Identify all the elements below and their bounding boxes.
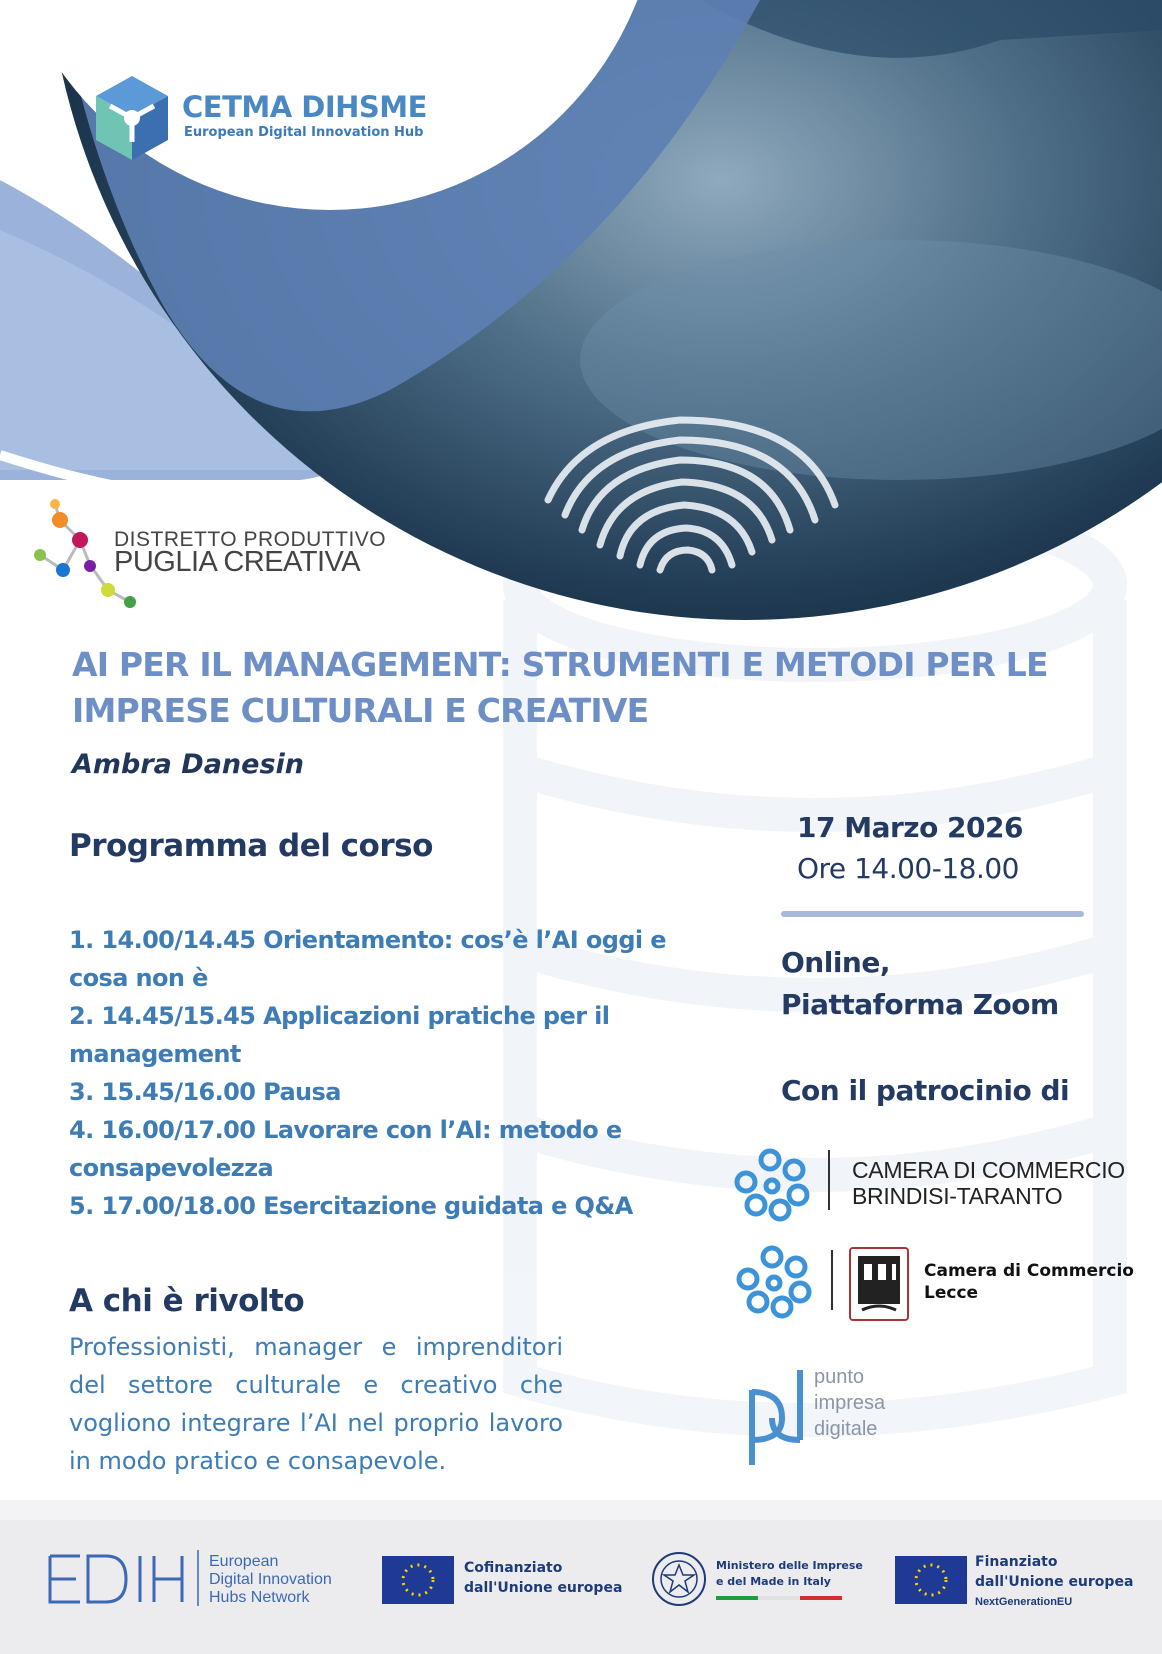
lecce-building-icon	[850, 1248, 908, 1320]
pid-line1: punto	[814, 1366, 865, 1388]
camera-lecce-line1: Camera di Commercio	[924, 1261, 1134, 1281]
cetma-logo-subtitle: European Digital Innovation Hub	[184, 125, 424, 140]
program-item: 2. 14.45/15.45 Applicazioni pratiche per il management	[69, 1002, 610, 1068]
fin-line3: NextGenerationEU	[975, 1596, 1073, 1608]
district-logo-line1: DISTRETTO PRODUTTIVO	[114, 528, 387, 551]
cofin-line2: dall'Unione europea	[464, 1580, 623, 1596]
financed-text	[975, 1552, 1133, 1612]
speaker-name: Ambra Danesin	[72, 749, 305, 780]
eu-flag-icon	[382, 1556, 454, 1604]
cofin-line1: Cofinanziato	[464, 1560, 563, 1576]
program-list	[69, 921, 689, 1225]
program-item: 1. 14.00/14.45 Orientamento: cos’è l’AI oggi e cosa non è	[69, 926, 666, 992]
mimit-text	[716, 1558, 863, 1590]
pid-logo-text	[814, 1364, 885, 1442]
district-logo-line2: PUGLIA CREATIVA	[114, 546, 361, 578]
pid-line3: digitale	[814, 1418, 878, 1440]
program-item: 4. 16.00/17.00 Lavorare con l’AI: metodo e consapevolezza	[69, 1116, 622, 1182]
camera-lecce-logo-icon	[739, 1248, 809, 1316]
location-line1: Online,	[781, 946, 890, 979]
camera-brindisi-line2: BRINDISI-TARANTO	[852, 1183, 1063, 1209]
edih-line1: European	[209, 1553, 279, 1570]
cofinanced-text	[464, 1558, 622, 1598]
mimit-line2: e del Made in Italy	[716, 1575, 831, 1588]
mimit-line1: Ministero delle Imprese	[716, 1559, 863, 1572]
event-title: AI PER IL MANAGEMENT: STRUMENTI E METODI PER LE IMPRESE CULTURALI E CREATIVE	[72, 645, 1048, 730]
divider	[781, 911, 1084, 917]
cetma-logo-name: CETMA DIHSME	[182, 90, 427, 124]
location-line2: Piattaforma Zoom	[781, 988, 1059, 1021]
eu-flag-icon-2	[895, 1556, 967, 1604]
fin-line1: Finanziato	[975, 1554, 1058, 1570]
event-date: 17 Marzo 2026	[797, 811, 1023, 844]
program-item: 5. 17.00/18.00 Esercitazione guidata e Q&A	[69, 1192, 633, 1220]
program-heading: Programma del corso	[69, 828, 433, 864]
edih-line2: Digital Innovation	[209, 1571, 332, 1588]
camera-lecce-line2: Lecce	[924, 1283, 979, 1303]
patronage-heading: Con il patrocinio di	[781, 1074, 1070, 1107]
program-item: 3. 15.45/16.00 Pausa	[69, 1078, 341, 1106]
event-time: Ore 14.00-18.00	[797, 852, 1019, 885]
audience-heading: A chi è rivolto	[69, 1283, 305, 1319]
fin-line2: dall'Unione europea	[975, 1574, 1134, 1590]
edih-line3: Hubs Network	[209, 1589, 310, 1606]
camera-brindisi-line1: CAMERA DI COMMERCIO	[852, 1157, 1125, 1183]
audience-text: Professionisti, manager e imprenditori del settore culturale e creativo che vogliono integrare l’AI nel proprio lavoro in modo pratico e consapevole.	[69, 1333, 563, 1475]
pid-line2: impresa	[814, 1392, 886, 1414]
edih-logo-text	[209, 1553, 332, 1607]
